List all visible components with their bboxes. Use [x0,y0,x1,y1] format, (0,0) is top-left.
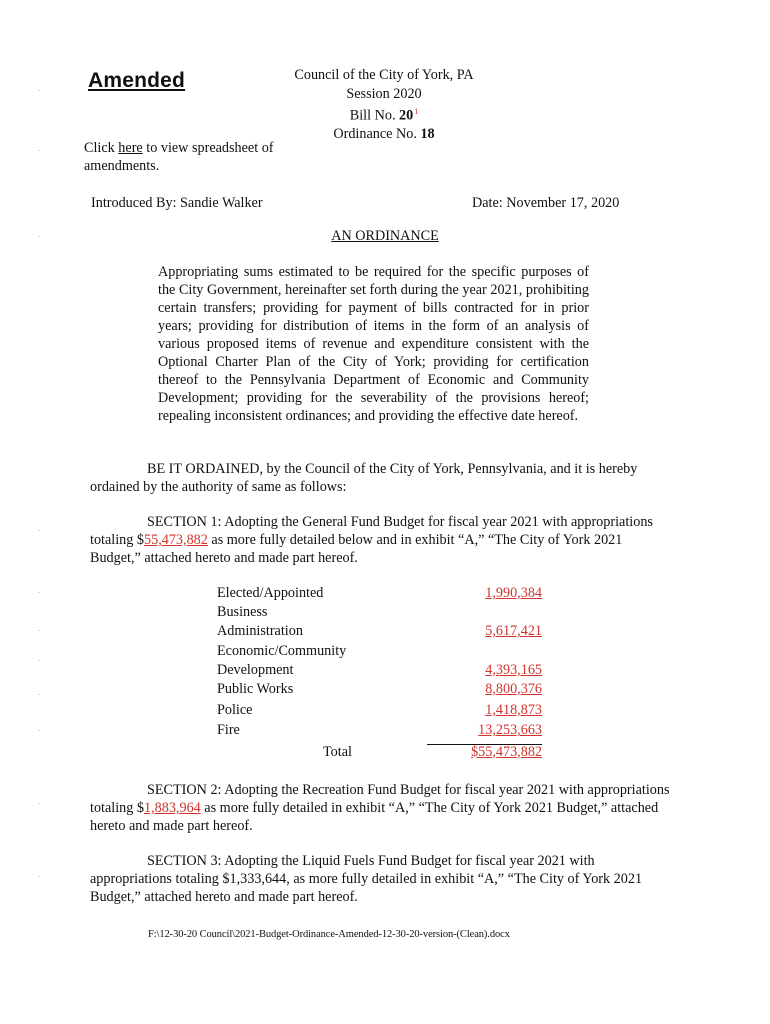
ordinance-prefix: Ordinance No. [333,126,417,143]
margin-mark [38,530,40,531]
footnote-marker[interactable]: 1 [414,107,419,116]
budget-row [217,702,545,721]
note-text-after: to view spreadsheet of amendments. [84,140,274,174]
margin-mark [38,803,40,804]
section-2-text: SECTION 2: Adopting the Recreation Fund Budget for fiscal year 2021 with appropriations totaling $ [90,782,670,816]
document-header [270,66,498,144]
bill-number-value: 20 [399,107,414,124]
margin-mark [38,630,40,631]
budget-row [217,722,545,741]
total-label: Total [323,743,352,760]
enacting-clause-text: BE IT ORDAINED, by the Council of the City of York, Pennsylvania, and it is hereby ordained by the authority of same as follows: [90,461,638,495]
margin-mark [38,150,40,151]
budget-row [217,643,545,662]
introduced-date: Date: November 17, 2020 [472,195,620,211]
row-label: Administration [217,623,303,640]
row-label: Economic/Community [217,642,347,659]
section-1-amount: 55,473,882 [144,532,208,548]
section-1 [90,513,672,567]
budget-row [217,604,545,623]
budget-row [217,623,545,642]
row-label: Fire [217,722,240,739]
row-amount: 13,253,663 [478,722,542,739]
section-3-text: SECTION 3: Adopting the Liquid Fuels Fund Budget for fiscal year 2021 with appropriations totaling $1,333,644, as more fully detailed in exhibit “A,” “The City of York 2021 Budget,” attached hereto and made part hereof. [90,853,643,905]
budget-row [217,681,545,700]
margin-mark [38,592,40,593]
section-2 [90,781,672,835]
row-label: Elected/Appointed [217,585,324,601]
row-amount: 5,617,421 [485,623,542,640]
bill-number [270,103,498,125]
row-label: Police [217,702,253,719]
row-amount: 1,418,873 [485,702,542,719]
margin-mark [38,730,40,731]
row-label: Business [217,604,268,621]
spreadsheet-note [84,139,304,175]
amended-stamp: Amended [88,69,186,92]
ordinance-heading-text: AN ORDINANCE [331,228,439,244]
section-1-text: SECTION 1: Adopting the General Fund Budget for fiscal year 2021 with appropriations totaling $ [90,514,653,548]
budget-row [217,585,545,604]
row-label: Development [217,661,294,678]
margin-mark [38,876,40,877]
spreadsheet-link[interactable]: here [118,140,143,156]
session-label: Session 2020 [346,85,422,102]
row-label: Public Works [217,680,294,697]
ordinance-heading [0,228,770,245]
budget-row [217,662,545,681]
file-path-footer: F:\12-30-20 Council\2021-Budget-Ordinance-Amended-12-30-20-version-(Clean).docx [148,929,510,940]
section-3 [90,852,672,906]
total-amount: $55,473,882 [471,743,542,760]
row-amount: 8,800,376 [485,680,542,697]
ordinance-title-paragraph: Appropriating sums estimated to be required for the specific purposes of the City Government, hereinafter set forth during the year 2021, prohibiting certain transfers; providing for payment of bills contracted for in prior years; providing for distribution of items in the form of an analysis of various proposed items of revenue and expenditure consistent with the Optional Charter Plan of the City of York; providing for certification thereof to the Pennsylvania Department of Economic and Community Development; providing for the severability of the provisions hereof; repealing inconsistent ordinances; and providing the effective date hereof. [158,264,589,424]
note-text-before: Click [84,140,119,156]
general-fund-table [217,585,545,763]
bill-prefix: Bill No. [349,107,396,124]
margin-mark [38,660,40,661]
enacting-clause [90,460,672,496]
section-2-amount: 1,883,964 [144,800,201,816]
section-1-text-after: as more fully detailed below and in exhibit “A,” “The City of York 2021 Budget,” attached hereto and made part hereof. [90,532,623,566]
ordinance-number [270,125,498,144]
margin-mark [38,90,40,91]
section-2-text-after: as more fully detailed in exhibit “A,” “The City of York 2021 Budget,” attached hereto and made part hereof. [90,800,659,834]
margin-mark [38,694,40,695]
row-amount: 4,393,165 [485,661,542,678]
row-amount: 1,990,384 [485,585,542,601]
margin-mark [38,236,40,237]
introduced-by: Introduced By: Sandie Walker [91,195,263,211]
ordinance-number-value: 18 [420,126,435,143]
budget-total-row [217,744,545,763]
council-name: Council of the City of York, PA [294,67,474,83]
